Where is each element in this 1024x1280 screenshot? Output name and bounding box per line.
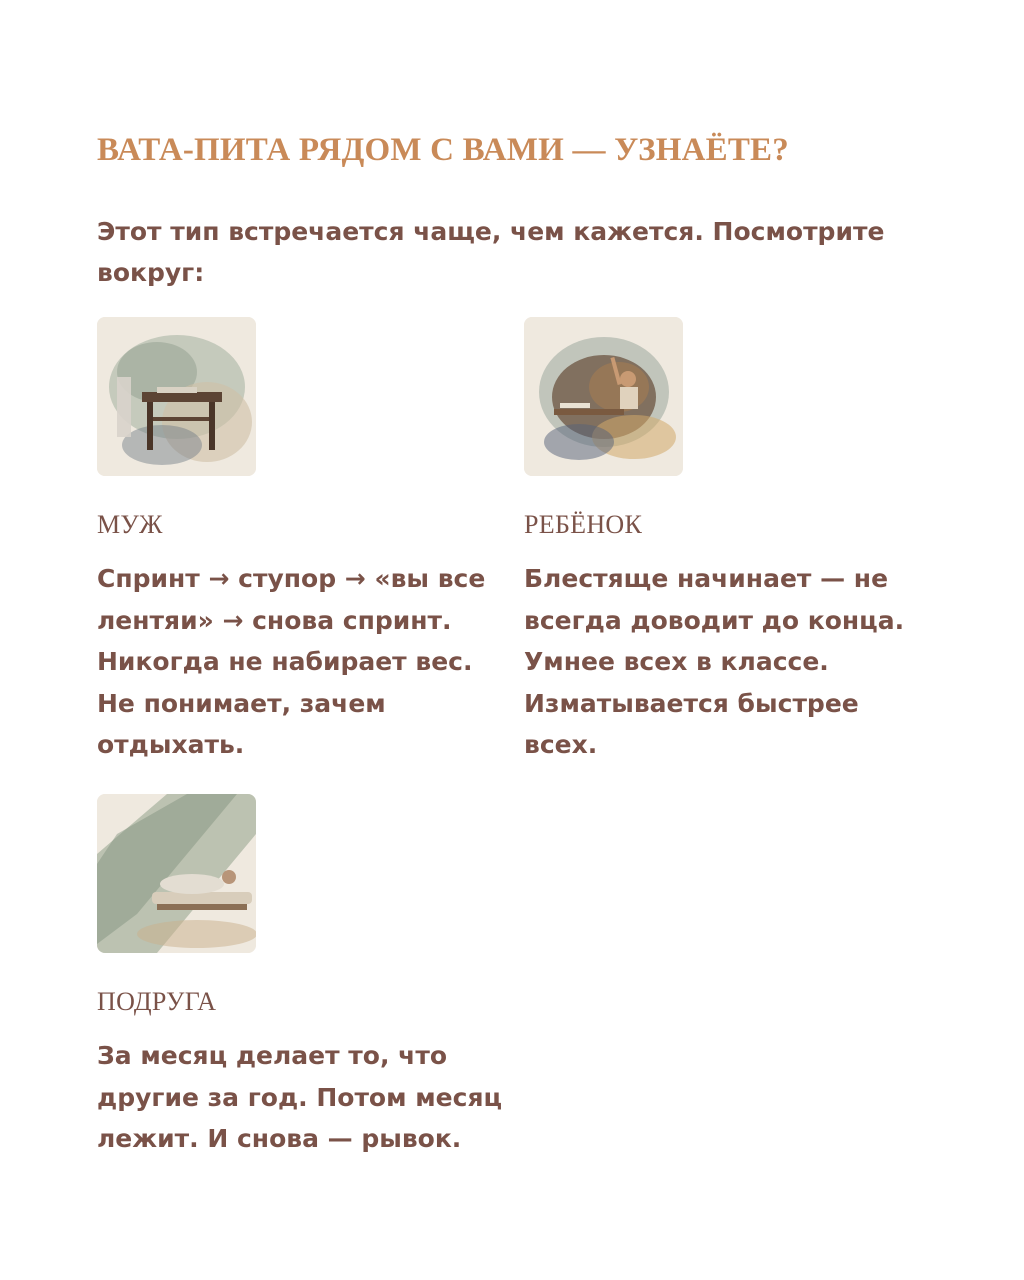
text-line: всегда доводит до конца. bbox=[524, 605, 905, 635]
text-line: лежит. И снова — рывок. bbox=[97, 1124, 462, 1153]
intro-text bbox=[97, 211, 917, 293]
card-label: ПОДРУГА bbox=[97, 987, 217, 1016]
woman-resting-illustration-icon bbox=[97, 794, 256, 953]
text-line: Блестяще начинает — не bbox=[524, 564, 889, 593]
card-description bbox=[97, 558, 517, 766]
text-line: Не понимает, зачем bbox=[97, 688, 386, 718]
card-description bbox=[97, 1035, 517, 1160]
text-line: отдыхать. bbox=[97, 730, 245, 759]
text-line: Изматывается быстрее bbox=[524, 688, 859, 718]
card-husband bbox=[97, 317, 517, 766]
text-line: другие за год. Потом месяц bbox=[97, 1082, 503, 1112]
child-at-school-desk-illustration-icon bbox=[524, 317, 683, 476]
text-line: Спринт → ступор → «вы все bbox=[97, 564, 486, 593]
intro-line: вокруг: bbox=[97, 258, 205, 287]
text-line: лентяи» → снова спринт. bbox=[97, 605, 452, 635]
text-line: За месяц делает то, что bbox=[97, 1041, 447, 1070]
card-label: РЕБЁНОК bbox=[524, 510, 643, 539]
text-line: Умнее всех в классе. bbox=[524, 647, 829, 676]
text-line: всех. bbox=[524, 730, 598, 759]
text-line: Никогда не набирает вес. bbox=[97, 647, 473, 676]
empty-desk-illustration-icon bbox=[97, 317, 256, 476]
intro-line: Этот тип встречается чаще, чем кажется. Посмотрите bbox=[97, 217, 885, 246]
card-description bbox=[524, 558, 944, 766]
page-title: ВАТА-ПИТА РЯДОМ С ВАМИ — УЗНАЁТЕ? bbox=[97, 132, 789, 168]
card-label: МУЖ bbox=[97, 510, 163, 539]
card-friend bbox=[97, 794, 517, 1160]
card-child bbox=[524, 317, 944, 766]
